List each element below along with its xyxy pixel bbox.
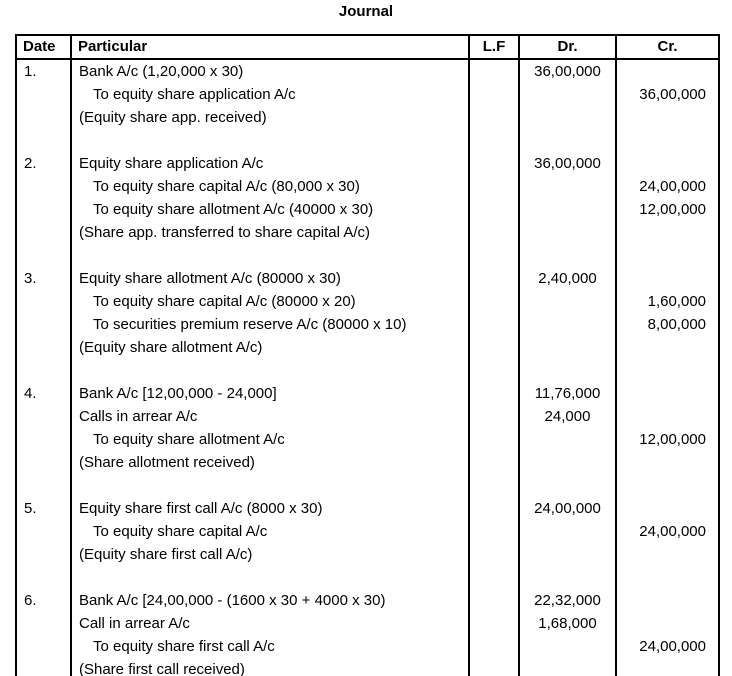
header-date: Date: [16, 35, 71, 59]
cr-amount-cell: 24,00,000: [616, 175, 719, 198]
particular-cell: (Equity share first call A/c): [71, 543, 469, 566]
date-cell: 4.: [16, 382, 71, 405]
cr-amount-cell: [616, 497, 719, 520]
particular-cell: Bank A/c (1,20,000 x 30): [71, 59, 469, 83]
lf-cell: [469, 359, 519, 382]
lf-cell: [469, 658, 519, 676]
particular-cell: [71, 359, 469, 382]
cr-amount-cell: [616, 474, 719, 497]
journal-line-row: [16, 313, 719, 336]
particular-cell: To equity share capital A/c: [71, 520, 469, 543]
cr-amount-cell: [616, 382, 719, 405]
date-cell: [16, 336, 71, 359]
header-particular: Particular: [71, 35, 469, 59]
cr-amount-cell: [616, 221, 719, 244]
date-cell: 3.: [16, 267, 71, 290]
cr-amount-cell: 24,00,000: [616, 520, 719, 543]
particular-cell: To equity share first call A/c: [71, 635, 469, 658]
spacer-row: [16, 474, 719, 497]
dr-amount-cell: 36,00,000: [519, 59, 616, 83]
date-cell: [16, 612, 71, 635]
spacer-row: [16, 566, 719, 589]
lf-cell: [469, 451, 519, 474]
date-cell: [16, 290, 71, 313]
date-cell: [16, 106, 71, 129]
page-title: Journal: [338, 3, 394, 20]
cr-amount-cell: 36,00,000: [616, 83, 719, 106]
header-lf: L.F: [469, 35, 519, 59]
dr-amount-cell: [519, 474, 616, 497]
particular-cell: To equity share allotment A/c: [71, 428, 469, 451]
journal-line-row: [16, 612, 719, 635]
lf-cell: [469, 543, 519, 566]
journal-line-row: [16, 658, 719, 676]
dr-amount-cell: [519, 129, 616, 152]
particular-cell: To equity share capital A/c (80000 x 20): [71, 290, 469, 313]
particular-cell: Equity share first call A/c (8000 x 30): [71, 497, 469, 520]
dr-amount-cell: 36,00,000: [519, 152, 616, 175]
date-cell: [16, 198, 71, 221]
lf-cell: [469, 635, 519, 658]
cr-amount-cell: 12,00,000: [616, 198, 719, 221]
date-cell: [16, 428, 71, 451]
date-cell: [16, 83, 71, 106]
journal-line-row: [16, 221, 719, 244]
journal-line-row: [16, 543, 719, 566]
lf-cell: [469, 290, 519, 313]
journal-line-row: [16, 336, 719, 359]
particular-cell: To equity share allotment A/c (40000 x 30): [71, 198, 469, 221]
date-cell: [16, 543, 71, 566]
particular-cell: Bank A/c [12,00,000 - 24,000]: [71, 382, 469, 405]
particular-cell: Equity share allotment A/c (80000 x 30): [71, 267, 469, 290]
date-cell: [16, 244, 71, 267]
particular-cell: To securities premium reserve A/c (80000 x 10): [71, 313, 469, 336]
date-cell: [16, 359, 71, 382]
lf-cell: [469, 405, 519, 428]
dr-amount-cell: [519, 244, 616, 267]
journal-line-row: [16, 83, 719, 106]
journal-line-row: [16, 428, 719, 451]
date-cell: [16, 474, 71, 497]
journal-line-row: [16, 589, 719, 612]
journal-line-row: [16, 497, 719, 520]
lf-cell: [469, 244, 519, 267]
particular-cell: To equity share capital A/c (80,000 x 30): [71, 175, 469, 198]
dr-amount-cell: 2,40,000: [519, 267, 616, 290]
cr-amount-cell: [616, 129, 719, 152]
journal-line-row: [16, 635, 719, 658]
lf-cell: [469, 152, 519, 175]
particular-cell: (Equity share app. received): [71, 106, 469, 129]
journal-line-row: [16, 106, 719, 129]
journal-line-row: [16, 382, 719, 405]
lf-cell: [469, 566, 519, 589]
spacer-row: [16, 129, 719, 152]
cr-amount-cell: [616, 405, 719, 428]
dr-amount-cell: [519, 658, 616, 676]
dr-amount-cell: 22,32,000: [519, 589, 616, 612]
lf-cell: [469, 336, 519, 359]
date-cell: 2.: [16, 152, 71, 175]
cr-amount-cell: [616, 543, 719, 566]
date-cell: [16, 451, 71, 474]
lf-cell: [469, 313, 519, 336]
dr-amount-cell: 1,68,000: [519, 612, 616, 635]
journal-line-row: [16, 198, 719, 221]
dr-amount-cell: [519, 313, 616, 336]
lf-cell: [469, 589, 519, 612]
dr-amount-cell: [519, 359, 616, 382]
date-cell: [16, 129, 71, 152]
dr-amount-cell: [519, 336, 616, 359]
date-cell: [16, 313, 71, 336]
journal-table: [15, 34, 720, 676]
cr-amount-cell: 1,60,000: [616, 290, 719, 313]
header-row: [16, 35, 719, 59]
cr-amount-cell: [616, 267, 719, 290]
cr-amount-cell: [616, 658, 719, 676]
date-cell: [16, 566, 71, 589]
cr-amount-cell: [616, 566, 719, 589]
journal-line-row: [16, 175, 719, 198]
cr-amount-cell: 24,00,000: [616, 635, 719, 658]
dr-amount-cell: 24,00,000: [519, 497, 616, 520]
particular-cell: [71, 244, 469, 267]
particular-cell: (Share first call received): [71, 658, 469, 676]
cr-amount-cell: [616, 244, 719, 267]
header-cr: Cr.: [616, 35, 719, 59]
date-cell: [16, 520, 71, 543]
date-cell: [16, 405, 71, 428]
spacer-row: [16, 359, 719, 382]
cr-amount-cell: [616, 451, 719, 474]
lf-cell: [469, 267, 519, 290]
dr-amount-cell: 11,76,000: [519, 382, 616, 405]
cr-amount-cell: [616, 589, 719, 612]
lf-cell: [469, 59, 519, 83]
journal-line-row: [16, 290, 719, 313]
particular-cell: Bank A/c [24,00,000 - (1600 x 30 + 4000 x 30): [71, 589, 469, 612]
dr-amount-cell: [519, 83, 616, 106]
date-cell: 6.: [16, 589, 71, 612]
dr-amount-cell: [519, 221, 616, 244]
dr-amount-cell: [519, 520, 616, 543]
date-cell: [16, 175, 71, 198]
date-cell: [16, 221, 71, 244]
lf-cell: [469, 382, 519, 405]
lf-cell: [469, 83, 519, 106]
cr-amount-cell: [616, 612, 719, 635]
dr-amount-cell: [519, 106, 616, 129]
particular-cell: [71, 566, 469, 589]
journal-line-row: [16, 152, 719, 175]
journal-line-row: [16, 520, 719, 543]
particular-cell: To equity share application A/c: [71, 83, 469, 106]
date-cell: [16, 635, 71, 658]
lf-cell: [469, 497, 519, 520]
cr-amount-cell: 12,00,000: [616, 428, 719, 451]
particular-cell: [71, 129, 469, 152]
dr-amount-cell: [519, 451, 616, 474]
cr-amount-cell: 8,00,000: [616, 313, 719, 336]
lf-cell: [469, 474, 519, 497]
lf-cell: [469, 129, 519, 152]
lf-cell: [469, 106, 519, 129]
dr-amount-cell: [519, 428, 616, 451]
lf-cell: [469, 175, 519, 198]
particular-cell: Equity share application A/c: [71, 152, 469, 175]
date-cell: 5.: [16, 497, 71, 520]
journal-line-row: [16, 267, 719, 290]
header-dr: Dr.: [519, 35, 616, 59]
spacer-row: [16, 244, 719, 267]
cr-amount-cell: [616, 106, 719, 129]
date-cell: [16, 658, 71, 676]
particular-cell: (Share app. transferred to share capital A/c): [71, 221, 469, 244]
cr-amount-cell: [616, 59, 719, 83]
dr-amount-cell: [519, 290, 616, 313]
lf-cell: [469, 221, 519, 244]
journal-line-row: [16, 405, 719, 428]
lf-cell: [469, 428, 519, 451]
particular-cell: Calls in arrear A/c: [71, 405, 469, 428]
particular-cell: (Equity share allotment A/c): [71, 336, 469, 359]
particular-cell: (Share allotment received): [71, 451, 469, 474]
date-cell: 1.: [16, 59, 71, 83]
particular-cell: Call in arrear A/c: [71, 612, 469, 635]
lf-cell: [469, 612, 519, 635]
dr-amount-cell: [519, 175, 616, 198]
dr-amount-cell: [519, 543, 616, 566]
cr-amount-cell: [616, 359, 719, 382]
dr-amount-cell: [519, 635, 616, 658]
journal-body: [16, 59, 719, 676]
cr-amount-cell: [616, 336, 719, 359]
lf-cell: [469, 198, 519, 221]
dr-amount-cell: 24,000: [519, 405, 616, 428]
journal-line-row: [16, 451, 719, 474]
lf-cell: [469, 520, 519, 543]
particular-cell: [71, 474, 469, 497]
dr-amount-cell: [519, 198, 616, 221]
dr-amount-cell: [519, 566, 616, 589]
cr-amount-cell: [616, 152, 719, 175]
journal-line-row: [16, 59, 719, 83]
